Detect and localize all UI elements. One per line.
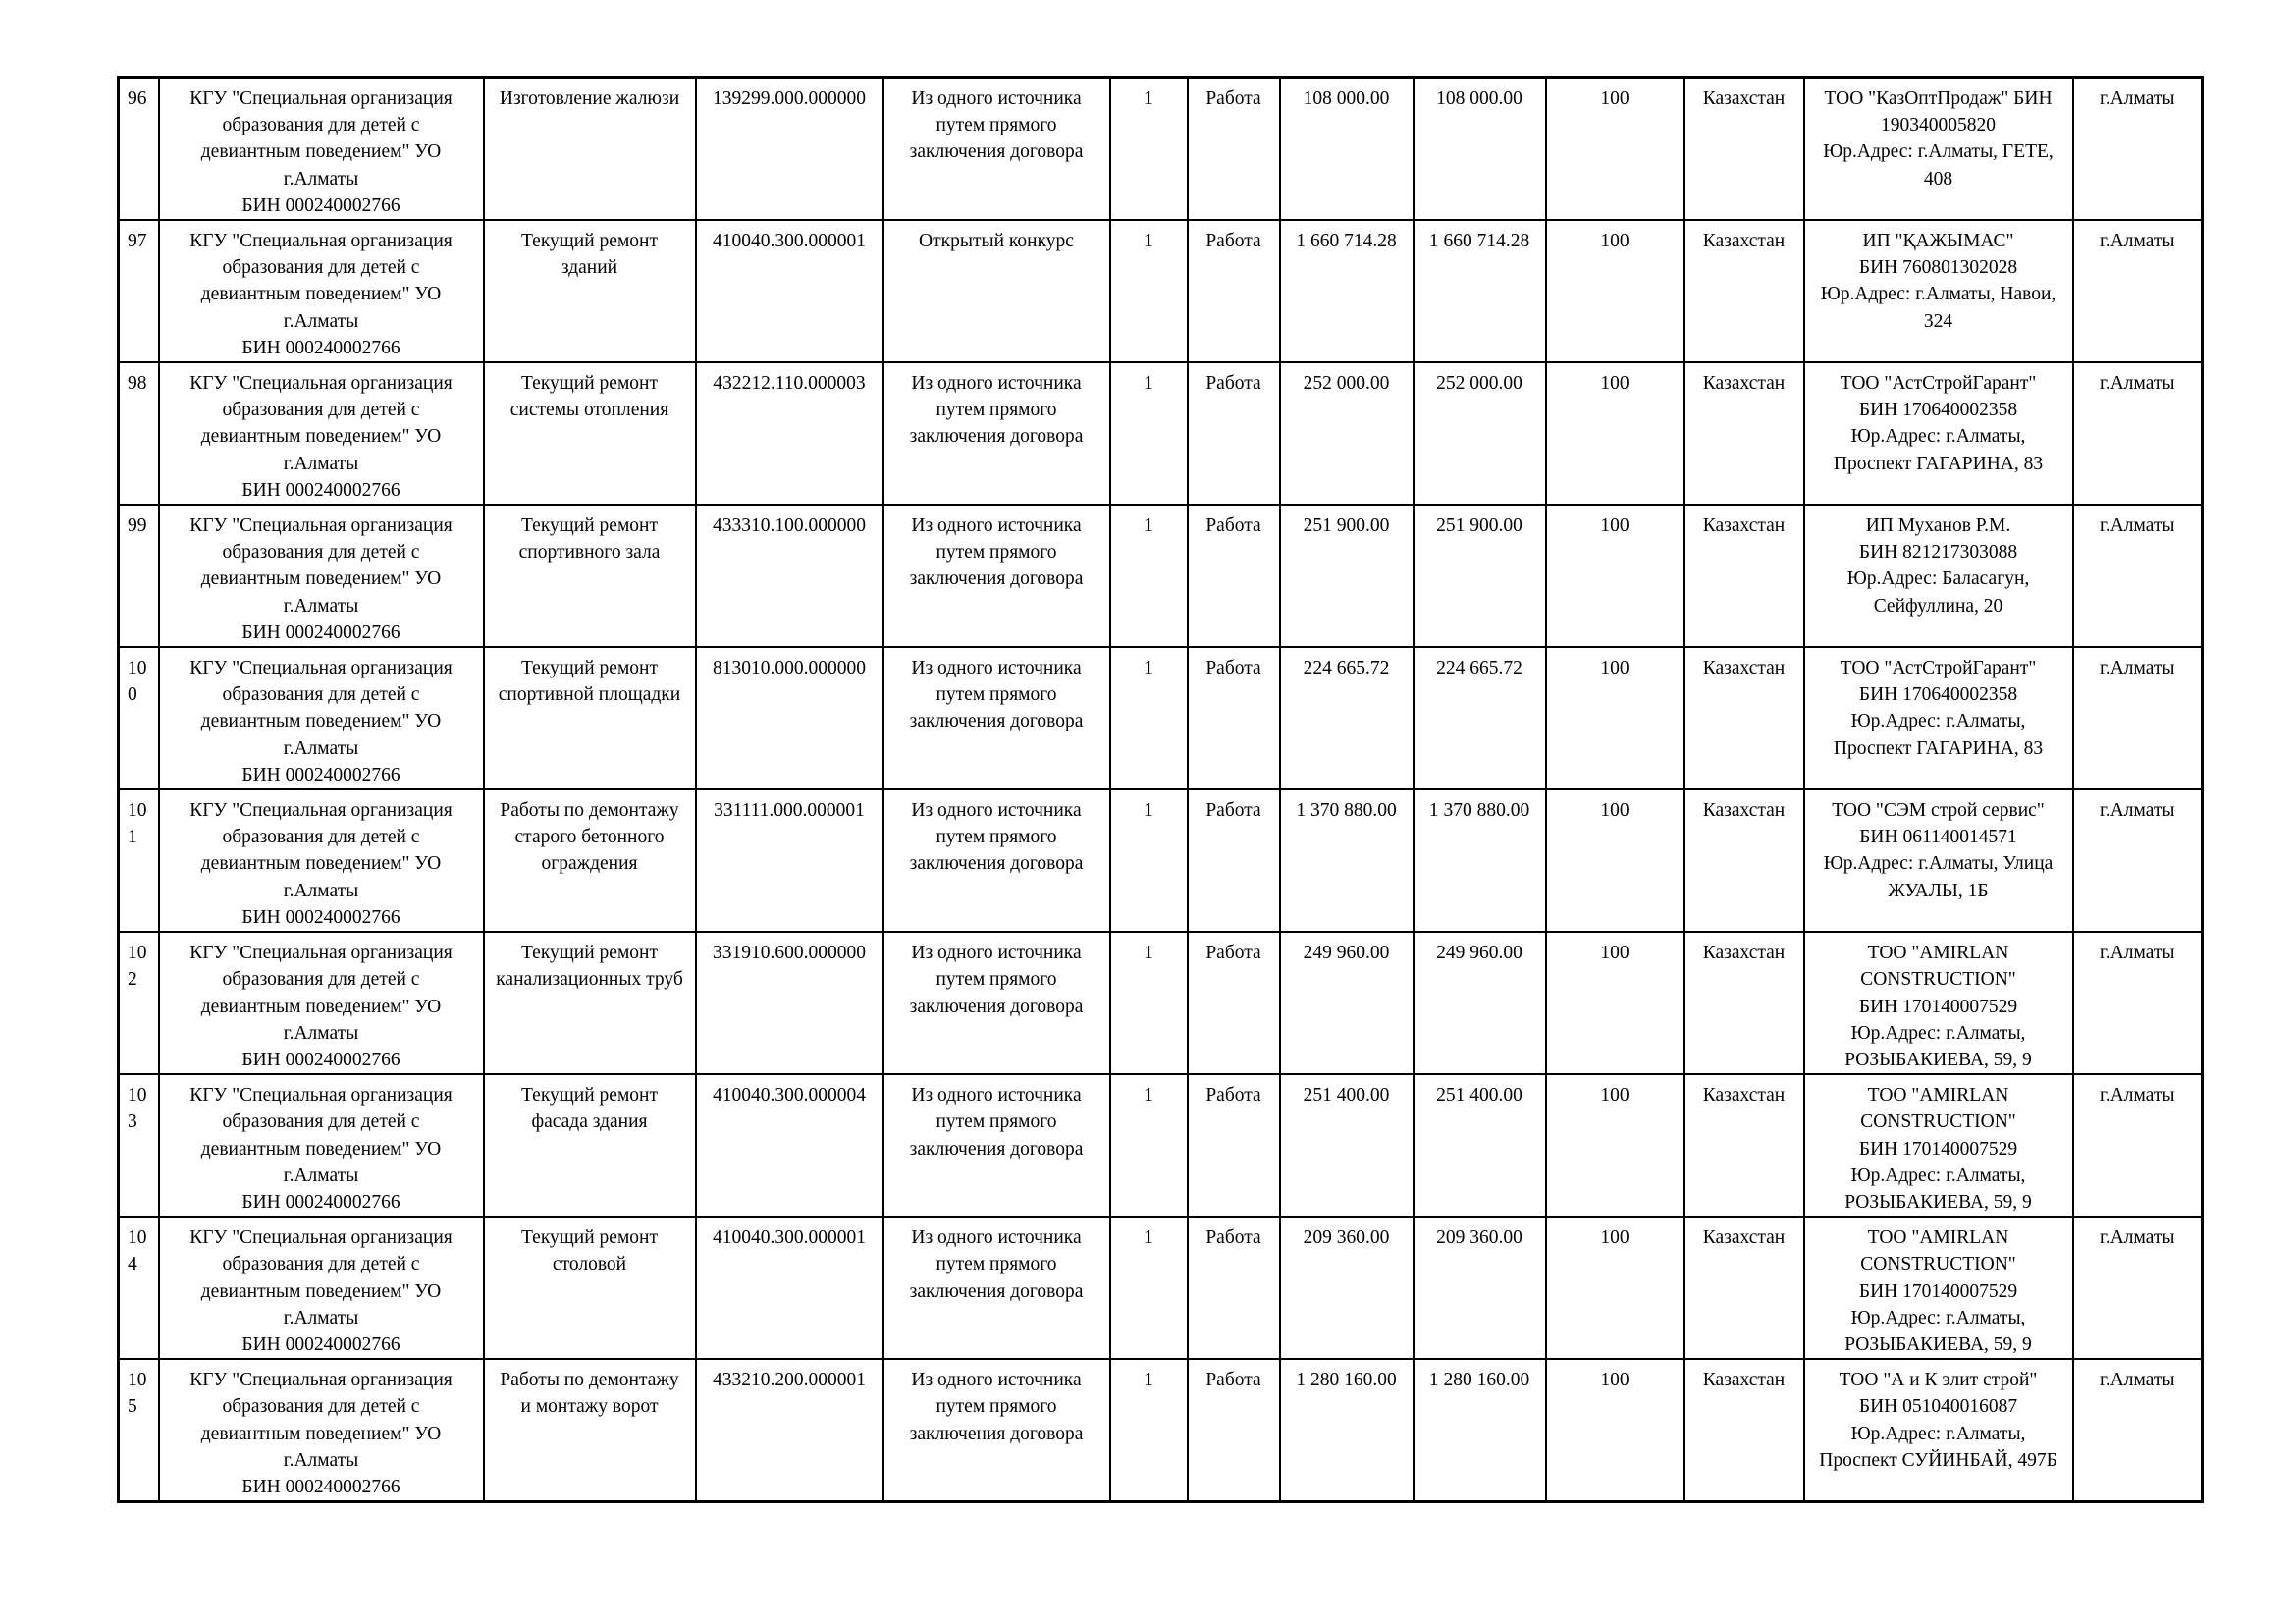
subject-cell [484, 78, 696, 221]
procurement-method-cell [883, 505, 1110, 647]
procurement-method-cell [883, 362, 1110, 505]
total-sum-cell: 251 900.00 [1414, 505, 1546, 647]
supplier-line: CONSTRUCTION" [1860, 1111, 2016, 1133]
table-row [119, 1217, 2203, 1359]
procurement-method-line: заключения договора [909, 568, 1084, 590]
subject-line: старого бетонного [514, 827, 665, 848]
customer-line: образования для детей с [222, 684, 420, 706]
customer-line: КГУ "Специальная организация [189, 943, 453, 964]
supplier-cell [1804, 505, 2073, 647]
total-sum-cell: 224 665.72 [1414, 647, 1546, 789]
procurement-method-cell [883, 1359, 1110, 1502]
unit-cell: Работа [1188, 647, 1280, 789]
table-row [119, 1074, 2203, 1217]
customer-line: г.Алматы [283, 880, 359, 901]
customer-line: образования для детей с [222, 969, 420, 991]
supplier-line: CONSTRUCTION" [1860, 969, 2016, 991]
customer-line: КГУ "Специальная организация [189, 88, 453, 109]
city-cell: г.Алматы [2073, 505, 2203, 647]
customer-line: г.Алматы [283, 595, 359, 617]
unit-price-cell: 251 400.00 [1280, 1074, 1414, 1217]
supplier-line: БИН 061140014571 [1859, 827, 2017, 848]
table-row [119, 220, 2203, 362]
table-row [119, 789, 2203, 932]
total-sum-cell: 252 000.00 [1414, 362, 1546, 505]
procurement-method-line: Из одного источника [911, 1227, 1082, 1249]
customer-line: КГУ "Специальная организация [189, 1085, 453, 1107]
unit-cell: Работа [1188, 932, 1280, 1074]
customer-line: БИН 000240002766 [241, 337, 400, 358]
supplier-line: ТОО "А и К элит строй" [1839, 1370, 2038, 1391]
supplier-line: БИН 170640002358 [1858, 684, 2018, 706]
code-cell: 410040.300.000001 [696, 1217, 883, 1359]
customer-line: г.Алматы [283, 168, 359, 189]
customer-line: КГУ "Специальная организация [189, 515, 453, 537]
subject-line: Текущий ремонт [521, 1085, 658, 1107]
procurement-method-line: путем прямого [935, 827, 1057, 848]
subject-line: Текущий ремонт [521, 1227, 658, 1249]
country-cell: Казахстан [1684, 647, 1804, 789]
customer-line: КГУ "Специальная организация [189, 658, 453, 679]
supplier-line: ЖУАЛЫ, 1Б [1888, 880, 1989, 901]
procurement-method-line: заключения договора [909, 1423, 1084, 1444]
code-cell: 410040.300.000001 [696, 220, 883, 362]
customer-line: девиантным поведением" УО [200, 141, 442, 163]
code-cell: 433310.100.000000 [696, 505, 883, 647]
city-cell: г.Алматы [2073, 362, 2203, 505]
unit-cell: Работа [1188, 1074, 1280, 1217]
customer-line: КГУ "Специальная организация [189, 373, 453, 395]
customer-line: образования для детей с [222, 542, 420, 564]
procurement-method-line: заключения договора [909, 141, 1084, 163]
country-cell: Казахстан [1684, 362, 1804, 505]
row-number-cell: 101 [119, 789, 159, 932]
unit-price-cell: 1 660 714.28 [1280, 220, 1414, 362]
subject-line: фасада здания [531, 1111, 648, 1133]
table-row [119, 78, 2203, 221]
subject-line: Работы по демонтажу [500, 800, 679, 822]
subject-cell [484, 505, 696, 647]
supplier-line: Проспект СУЙИНБАЙ, 497Б [1819, 1449, 2057, 1471]
subject-cell [484, 362, 696, 505]
local-content-cell: 100 [1546, 1359, 1684, 1502]
subject-line: спортивного зала [518, 542, 661, 564]
code-cell: 410040.300.000004 [696, 1074, 883, 1217]
row-number-cell: 96 [119, 78, 159, 221]
unit-cell: Работа [1188, 505, 1280, 647]
local-content-cell: 100 [1546, 1217, 1684, 1359]
supplier-line: Юр.Адрес: г.Алматы, [1850, 426, 2026, 448]
supplier-cell [1804, 220, 2073, 362]
procurement-method-line: путем прямого [935, 1111, 1057, 1133]
supplier-line: Юр.Адрес: г.Алматы, Улица [1823, 853, 2054, 875]
quantity-cell: 1 [1110, 1217, 1188, 1359]
local-content-cell: 100 [1546, 220, 1684, 362]
unit-price-cell: 1 280 160.00 [1280, 1359, 1414, 1502]
unit-price-cell: 249 960.00 [1280, 932, 1414, 1074]
local-content-cell: 100 [1546, 362, 1684, 505]
procurement-method-line: Из одного источника [911, 515, 1082, 537]
procurement-method-line: Из одного источника [911, 658, 1082, 679]
country-cell: Казахстан [1684, 505, 1804, 647]
customer-line: г.Алматы [283, 737, 359, 759]
supplier-line: Сейфуллина, 20 [1873, 595, 2003, 617]
local-content-cell: 100 [1546, 78, 1684, 221]
supplier-line: ИП Муханов Р.М. [1865, 515, 2011, 537]
procurement-method-line: путем прямого [935, 542, 1057, 564]
customer-line: КГУ "Специальная организация [189, 800, 453, 822]
subject-line: Текущий ремонт [521, 231, 658, 252]
customer-line: БИН 000240002766 [241, 764, 400, 785]
supplier-line: 324 [1923, 310, 1953, 332]
supplier-line: БИН 170140007529 [1858, 1138, 2018, 1160]
customer-line: БИН 000240002766 [241, 479, 400, 501]
customer-line: г.Алматы [283, 1307, 359, 1328]
table-row [119, 362, 2203, 505]
supplier-line: БИН 170140007529 [1858, 1280, 2018, 1302]
supplier-line: ИП "ҚАЖЫМАС" [1862, 231, 2014, 252]
unit-price-cell: 108 000.00 [1280, 78, 1414, 221]
subject-line: и монтажу ворот [520, 1396, 659, 1418]
row-number-cell: 105 [119, 1359, 159, 1502]
row-number-cell: 104 [119, 1217, 159, 1359]
customer-cell [159, 1359, 484, 1502]
subject-line: ограждения [541, 853, 638, 875]
supplier-line: ТОО "AMIRLAN [1867, 1085, 2009, 1107]
table-row [119, 647, 2203, 789]
procurement-method-line: заключения договора [909, 711, 1084, 732]
procurement-method-line: Из одного источника [911, 943, 1082, 964]
supplier-line: 408 [1923, 168, 1953, 189]
supplier-line: БИН 051040016087 [1858, 1396, 2018, 1418]
procurement-method-line: заключения договора [909, 996, 1084, 1017]
table-body [119, 78, 2203, 1502]
code-cell: 433210.200.000001 [696, 1359, 883, 1502]
quantity-cell: 1 [1110, 789, 1188, 932]
customer-line: БИН 000240002766 [241, 906, 400, 928]
supplier-cell [1804, 362, 2073, 505]
supplier-cell [1804, 1359, 2073, 1502]
supplier-cell [1804, 647, 2073, 789]
customer-line: БИН 000240002766 [241, 622, 400, 643]
supplier-line: ТОО "AMIRLAN [1867, 1227, 2009, 1249]
procurement-method-line: путем прямого [935, 684, 1057, 706]
subject-line: зданий [561, 257, 618, 279]
supplier-cell [1804, 1074, 2073, 1217]
unit-cell: Работа [1188, 1359, 1280, 1502]
subject-cell [484, 1359, 696, 1502]
supplier-line: ТОО "АстСтройГарант" [1840, 373, 2037, 395]
country-cell: Казахстан [1684, 1074, 1804, 1217]
procurement-method-cell [883, 1074, 1110, 1217]
subject-line: системы отопления [509, 400, 669, 421]
country-cell: Казахстан [1684, 1217, 1804, 1359]
row-number-cell: 98 [119, 362, 159, 505]
local-content-cell: 100 [1546, 789, 1684, 932]
subject-line: канализационных труб [496, 969, 683, 991]
city-cell: г.Алматы [2073, 1074, 2203, 1217]
customer-cell [159, 932, 484, 1074]
country-cell: Казахстан [1684, 1359, 1804, 1502]
supplier-cell [1804, 789, 2073, 932]
procurement-method-line: путем прямого [935, 1396, 1057, 1418]
customer-line: КГУ "Специальная организация [189, 1227, 453, 1249]
subject-cell [484, 647, 696, 789]
subject-cell [484, 1217, 696, 1359]
procurement-method-line: Из одного источника [911, 1085, 1082, 1107]
customer-cell [159, 78, 484, 221]
customer-line: г.Алматы [283, 1022, 359, 1044]
table-row [119, 505, 2203, 647]
supplier-line: CONSTRUCTION" [1860, 1254, 2016, 1275]
procurement-method-line: заключения договора [909, 1138, 1084, 1160]
country-cell: Казахстан [1684, 78, 1804, 221]
procurement-method-line: путем прямого [935, 115, 1057, 136]
local-content-cell: 100 [1546, 932, 1684, 1074]
procurement-method-cell [883, 220, 1110, 362]
supplier-line: 190340005820 [1881, 115, 1996, 136]
supplier-line: ТОО "AMIRLAN [1867, 943, 2009, 964]
customer-line: девиантным поведением" УО [200, 284, 442, 305]
row-number-cell: 97 [119, 220, 159, 362]
procurement-method-line: Из одного источника [911, 800, 1082, 822]
row-number-cell: 103 [119, 1074, 159, 1217]
customer-line: г.Алматы [283, 310, 359, 332]
procurement-method-line: Открытый конкурс [919, 231, 1074, 252]
customer-line: БИН 000240002766 [241, 194, 400, 216]
procurement-method-cell [883, 1217, 1110, 1359]
customer-line: образования для детей с [222, 827, 420, 848]
city-cell: г.Алматы [2073, 1359, 2203, 1502]
city-cell: г.Алматы [2073, 932, 2203, 1074]
subject-line: Работы по демонтажу [500, 1370, 679, 1391]
city-cell: г.Алматы [2073, 1217, 2203, 1359]
customer-line: г.Алматы [283, 1164, 359, 1186]
supplier-line: Юр.Адрес: г.Алматы, [1850, 1022, 2026, 1044]
quantity-cell: 1 [1110, 1359, 1188, 1502]
city-cell: г.Алматы [2073, 647, 2203, 789]
total-sum-cell: 251 400.00 [1414, 1074, 1546, 1217]
customer-line: г.Алматы [283, 453, 359, 474]
customer-cell [159, 362, 484, 505]
customer-line: образования для детей с [222, 1396, 420, 1418]
customer-line: КГУ "Специальная организация [189, 1370, 453, 1391]
total-sum-cell: 209 360.00 [1414, 1217, 1546, 1359]
customer-line: девиантным поведением" УО [200, 426, 442, 448]
customer-line: девиантным поведением" УО [200, 853, 442, 875]
unit-cell: Работа [1188, 362, 1280, 505]
customer-line: образования для детей с [222, 1254, 420, 1275]
customer-line: девиантным поведением" УО [200, 1423, 442, 1444]
unit-cell: Работа [1188, 1217, 1280, 1359]
subject-line: Текущий ремонт [521, 515, 658, 537]
supplier-line: Юр.Адрес: г.Алматы, Навои, [1820, 284, 2056, 305]
unit-price-cell: 252 000.00 [1280, 362, 1414, 505]
supplier-line: Юр.Адрес: Баласагун, [1846, 568, 2030, 590]
supplier-line: Проспект ГАГАРИНА, 83 [1833, 453, 2044, 474]
supplier-line: РОЗЫБАКИЕВА, 59, 9 [1844, 1333, 2032, 1355]
procurement-method-cell [883, 647, 1110, 789]
supplier-line: ТОО "КазОптПродаж" БИН [1824, 88, 2053, 109]
row-number-cell: 99 [119, 505, 159, 647]
customer-line: девиантным поведением" УО [200, 711, 442, 732]
quantity-cell: 1 [1110, 362, 1188, 505]
unit-cell: Работа [1188, 220, 1280, 362]
customer-line: БИН 000240002766 [241, 1049, 400, 1070]
local-content-cell: 100 [1546, 505, 1684, 647]
procurement-method-line: Из одного источника [911, 88, 1082, 109]
total-sum-cell: 1 280 160.00 [1414, 1359, 1546, 1502]
city-cell: г.Алматы [2073, 789, 2203, 932]
quantity-cell: 1 [1110, 932, 1188, 1074]
subject-line: Текущий ремонт [521, 373, 658, 395]
customer-line: образования для детей с [222, 257, 420, 279]
customer-cell [159, 1074, 484, 1217]
supplier-line: Юр.Адрес: г.Алматы, [1850, 1307, 2026, 1328]
supplier-line: РОЗЫБАКИЕВА, 59, 9 [1844, 1049, 2032, 1070]
subject-cell [484, 932, 696, 1074]
supplier-line: Проспект ГАГАРИНА, 83 [1833, 737, 2044, 759]
customer-line: г.Алматы [283, 1449, 359, 1471]
supplier-cell [1804, 1217, 2073, 1359]
code-cell: 331111.000.000001 [696, 789, 883, 932]
unit-price-cell: 209 360.00 [1280, 1217, 1414, 1359]
procurement-method-line: заключения договора [909, 853, 1084, 875]
supplier-line: БИН 821217303088 [1858, 542, 2018, 564]
customer-cell [159, 220, 484, 362]
code-cell: 432212.110.000003 [696, 362, 883, 505]
local-content-cell: 100 [1546, 647, 1684, 789]
procurement-method-cell [883, 78, 1110, 221]
customer-line: образования для детей с [222, 400, 420, 421]
subject-line: Изготовление жалюзи [499, 88, 680, 109]
total-sum-cell: 108 000.00 [1414, 78, 1546, 221]
supplier-line: Юр.Адрес: г.Алматы, [1850, 1423, 2026, 1444]
total-sum-cell: 1 370 880.00 [1414, 789, 1546, 932]
customer-line: БИН 000240002766 [241, 1191, 400, 1213]
subject-cell [484, 1074, 696, 1217]
procurement-method-line: заключения договора [909, 1280, 1084, 1302]
procurement-method-line: путем прямого [935, 400, 1057, 421]
subject-line: столовой [552, 1254, 627, 1275]
total-sum-cell: 1 660 714.28 [1414, 220, 1546, 362]
code-cell: 331910.600.000000 [696, 932, 883, 1074]
supplier-line: Юр.Адрес: г.Алматы, ГЕТЕ, [1823, 141, 2054, 163]
customer-line: образования для детей с [222, 115, 420, 136]
local-content-cell: 100 [1546, 1074, 1684, 1217]
supplier-line: ТОО "СЭМ строй сервис" [1832, 800, 2045, 822]
procurement-method-cell [883, 789, 1110, 932]
country-cell: Казахстан [1684, 932, 1804, 1074]
supplier-line: БИН 170640002358 [1858, 400, 2018, 421]
customer-line: девиантным поведением" УО [200, 996, 442, 1017]
city-cell: г.Алматы [2073, 220, 2203, 362]
procurement-method-line: заключения договора [909, 426, 1084, 448]
customer-cell [159, 1217, 484, 1359]
supplier-cell [1804, 78, 2073, 221]
code-cell: 813010.000.000000 [696, 647, 883, 789]
procurement-method-line: Из одного источника [911, 1370, 1082, 1391]
code-cell: 139299.000.000000 [696, 78, 883, 221]
supplier-line: ТОО "АстСтройГарант" [1840, 658, 2037, 679]
row-number-cell: 100 [119, 647, 159, 789]
subject-cell [484, 220, 696, 362]
customer-cell [159, 647, 484, 789]
supplier-line: РОЗЫБАКИЕВА, 59, 9 [1844, 1191, 2032, 1213]
row-number-cell: 102 [119, 932, 159, 1074]
supplier-line: Юр.Адрес: г.Алматы, [1850, 711, 2026, 732]
unit-cell: Работа [1188, 789, 1280, 932]
customer-line: БИН 000240002766 [241, 1333, 400, 1355]
quantity-cell: 1 [1110, 1074, 1188, 1217]
procurement-method-line: путем прямого [935, 1254, 1057, 1275]
table-row [119, 1359, 2203, 1502]
quantity-cell: 1 [1110, 220, 1188, 362]
subject-line: спортивной площадки [498, 684, 681, 706]
customer-line: девиантным поведением" УО [200, 1280, 442, 1302]
customer-line: девиантным поведением" УО [200, 568, 442, 590]
unit-price-cell: 224 665.72 [1280, 647, 1414, 789]
quantity-cell: 1 [1110, 78, 1188, 221]
customer-cell [159, 789, 484, 932]
table-row [119, 932, 2203, 1074]
country-cell: Казахстан [1684, 789, 1804, 932]
unit-price-cell: 251 900.00 [1280, 505, 1414, 647]
subject-line: Текущий ремонт [521, 943, 658, 964]
quantity-cell: 1 [1110, 505, 1188, 647]
customer-line: девиантным поведением" УО [200, 1138, 442, 1160]
city-cell: г.Алматы [2073, 78, 2203, 221]
supplier-line: БИН 760801302028 [1858, 257, 2018, 279]
total-sum-cell: 249 960.00 [1414, 932, 1546, 1074]
customer-cell [159, 505, 484, 647]
supplier-line: Юр.Адрес: г.Алматы, [1850, 1164, 2026, 1186]
quantity-cell: 1 [1110, 647, 1188, 789]
procurement-method-cell [883, 932, 1110, 1074]
subject-line: Текущий ремонт [521, 658, 658, 679]
supplier-line: БИН 170140007529 [1858, 996, 2018, 1017]
unit-price-cell: 1 370 880.00 [1280, 789, 1414, 932]
customer-line: БИН 000240002766 [241, 1476, 400, 1497]
supplier-cell [1804, 932, 2073, 1074]
unit-cell: Работа [1188, 78, 1280, 221]
procurement-method-line: путем прямого [935, 969, 1057, 991]
subject-cell [484, 789, 696, 932]
country-cell: Казахстан [1684, 220, 1804, 362]
customer-line: образования для детей с [222, 1111, 420, 1133]
customer-line: КГУ "Специальная организация [189, 231, 453, 252]
procurement-method-line: Из одного источника [911, 373, 1082, 395]
procurement-table [117, 76, 2204, 1503]
